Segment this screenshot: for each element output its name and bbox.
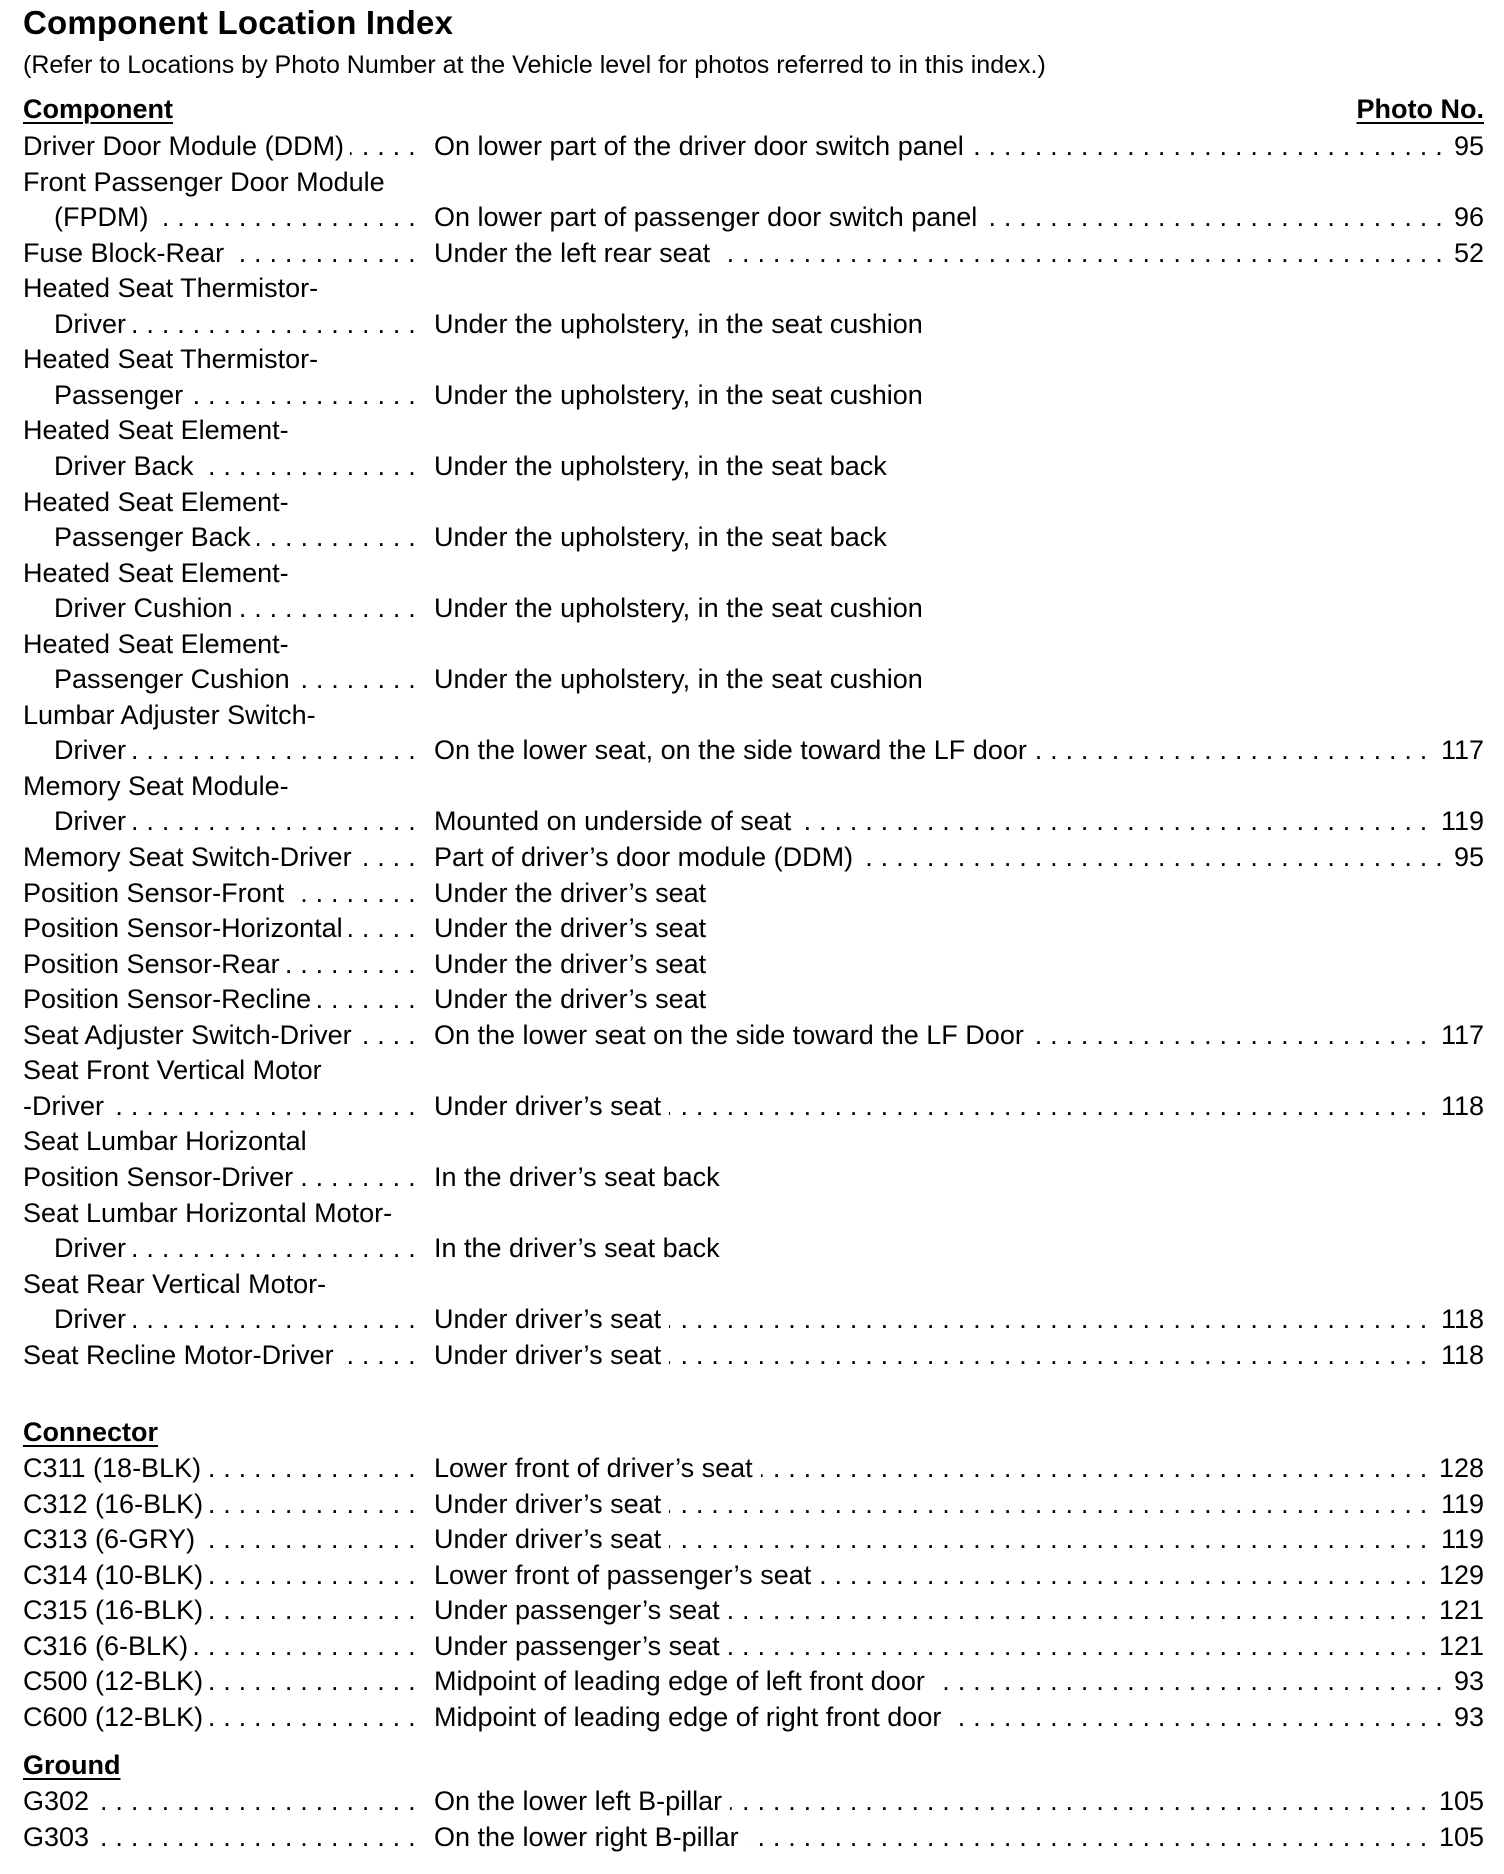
photo-number: 118 — [1435, 1337, 1484, 1373]
location-description — [434, 910, 1480, 946]
component-name-text: (FPDM) — [54, 202, 154, 232]
location-description-text: Under passenger’s seat — [434, 1631, 728, 1661]
location-description — [434, 732, 1480, 768]
component-name — [54, 732, 418, 768]
component-row — [0, 1337, 1504, 1373]
location-description — [434, 875, 1480, 911]
component-name-text: Position Sensor-Horizontal — [23, 913, 349, 943]
component-name-text: C500 (12-BLK) — [23, 1666, 209, 1696]
location-description-text: Under the driver’s seat — [434, 878, 714, 908]
location-description — [434, 519, 1480, 555]
location-description-text: On the lower right B-pillar — [434, 1822, 747, 1852]
component-name-text: Front Passenger Door Module — [23, 167, 391, 197]
location-description — [434, 981, 1480, 1017]
component-name — [23, 839, 418, 875]
component-row — [0, 697, 1504, 733]
location-description-text: Under the driver’s seat — [434, 913, 714, 943]
location-description-text: Part of driver’s door module (DDM) — [434, 842, 861, 872]
component-name — [54, 803, 418, 839]
component-name-text: Driver — [54, 806, 132, 836]
photo-number: 119 — [1435, 1521, 1484, 1557]
component-row — [0, 306, 1504, 342]
component-name-text: Heated Seat Element- — [23, 487, 295, 517]
location-description-text: Under the left rear seat — [434, 238, 718, 268]
component-name-text: Heated Seat Element- — [23, 558, 295, 588]
component-row — [0, 1052, 1504, 1088]
component-name — [23, 1159, 418, 1195]
component-name — [23, 981, 418, 1017]
component-name-text: C312 (16-BLK) — [23, 1489, 209, 1519]
location-description — [434, 377, 1480, 413]
component-row — [0, 1159, 1504, 1195]
ground-row — [0, 1819, 1504, 1855]
location-description-text: Under driver’s seat — [434, 1304, 669, 1334]
component-name-text: Seat Adjuster Switch-Driver — [23, 1020, 358, 1050]
component-name — [54, 377, 418, 413]
component-name-text: Position Sensor-Driver — [23, 1162, 299, 1192]
component-row — [0, 377, 1504, 413]
component-name-text: Passenger Cushion — [54, 664, 296, 694]
location-description — [434, 1557, 1480, 1593]
component-name — [54, 306, 418, 342]
component-row — [0, 412, 1504, 448]
location-description — [434, 235, 1480, 271]
photo-no-column-header: Photo No. — [1356, 94, 1484, 124]
component-name — [23, 1017, 418, 1053]
location-description-text: On the lower seat on the side toward the LF Door — [434, 1020, 1032, 1050]
component-name-text: Driver — [54, 735, 132, 765]
location-description-text: On lower part of the driver door switch panel — [434, 131, 972, 161]
photo-number: 93 — [1448, 1699, 1484, 1735]
photo-number: 121 — [1433, 1592, 1484, 1628]
component-row — [0, 875, 1504, 911]
component-row — [0, 128, 1504, 164]
photo-number: 95 — [1448, 839, 1484, 875]
location-description — [434, 1230, 1480, 1266]
location-description — [434, 199, 1480, 235]
location-description — [434, 1088, 1480, 1124]
photo-number: 96 — [1448, 199, 1484, 235]
component-name-text: Fuse Block-Rear — [23, 238, 230, 268]
page-subtitle: (Refer to Locations by Photo Number at the Vehicle level for photos referred to in this index.) — [23, 51, 1046, 79]
component-column-header: Component — [23, 94, 173, 124]
component-name — [23, 1663, 418, 1699]
component-name — [54, 199, 418, 235]
component-name — [23, 270, 418, 306]
location-description-text: Under the upholstery, in the seat back — [434, 451, 895, 481]
component-row — [0, 341, 1504, 377]
component-name-text: Memory Seat Switch-Driver — [23, 842, 358, 872]
component-name-text: Driver — [54, 1304, 132, 1334]
photo-number: 117 — [1435, 732, 1484, 768]
location-description-text: Under the upholstery, in the seat cushion — [434, 664, 931, 694]
component-name — [23, 164, 418, 200]
location-description — [434, 1337, 1480, 1373]
location-description — [434, 306, 1480, 342]
component-name — [23, 1486, 418, 1522]
component-row — [0, 981, 1504, 1017]
location-description-text: Under driver’s seat — [434, 1091, 669, 1121]
connector-section-header: Connector — [23, 1417, 158, 1447]
photo-number: 129 — [1433, 1557, 1484, 1593]
component-name-text: C316 (6-BLK) — [23, 1631, 194, 1661]
component-row — [0, 1266, 1504, 1302]
location-description-text: Under the upholstery, in the seat cushion — [434, 380, 931, 410]
component-row — [0, 661, 1504, 697]
component-name-text: Memory Seat Module- — [23, 771, 295, 801]
component-row — [0, 839, 1504, 875]
component-name-text: Seat Lumbar Horizontal — [23, 1126, 313, 1156]
component-row — [0, 1123, 1504, 1159]
component-name-text: C314 (10-BLK) — [23, 1560, 209, 1590]
connector-row — [0, 1592, 1504, 1628]
component-name — [23, 1592, 418, 1628]
location-description-text: On the lower left B-pillar — [434, 1786, 730, 1816]
component-name-text: Driver Cushion — [54, 593, 239, 623]
component-name — [23, 768, 418, 804]
component-row — [0, 519, 1504, 555]
component-name — [23, 910, 418, 946]
component-name-text: Seat Rear Vertical Motor- — [23, 1269, 332, 1299]
component-row — [0, 1195, 1504, 1231]
component-name — [23, 875, 418, 911]
location-description — [434, 1486, 1480, 1522]
component-name-text: Passenger — [54, 380, 189, 410]
component-name-text: Heated Seat Element- — [23, 629, 295, 659]
connector-row — [0, 1450, 1504, 1486]
component-name — [23, 1450, 418, 1486]
photo-number: 119 — [1435, 1486, 1484, 1522]
component-name — [54, 1230, 418, 1266]
photo-number: 105 — [1433, 1783, 1484, 1819]
component-row — [0, 484, 1504, 520]
component-name — [23, 946, 418, 982]
component-row — [0, 448, 1504, 484]
location-description — [434, 1017, 1480, 1053]
component-row — [0, 910, 1504, 946]
component-name — [23, 341, 418, 377]
component-row — [0, 555, 1504, 591]
component-row — [0, 235, 1504, 271]
location-description-text: On lower part of passenger door switch panel — [434, 202, 985, 232]
component-name — [23, 1783, 418, 1819]
component-name — [54, 661, 418, 697]
connector-row — [0, 1557, 1504, 1593]
location-description — [434, 946, 1480, 982]
location-description — [434, 661, 1480, 697]
location-description-text: Midpoint of leading edge of left front door — [434, 1666, 933, 1696]
component-name — [23, 1337, 418, 1373]
component-name — [54, 1301, 418, 1337]
component-name — [54, 519, 418, 555]
component-name — [23, 1521, 418, 1557]
connector-row — [0, 1663, 1504, 1699]
location-description — [434, 839, 1480, 875]
location-description-text: Under driver’s seat — [434, 1489, 669, 1519]
location-description-text: Under driver’s seat — [434, 1524, 669, 1554]
location-description-text: Lower front of driver’s seat — [434, 1453, 761, 1483]
component-name — [54, 448, 418, 484]
component-row — [0, 1230, 1504, 1266]
component-name-text: Heated Seat Element- — [23, 415, 295, 445]
component-name — [23, 412, 418, 448]
photo-number: 93 — [1448, 1663, 1484, 1699]
component-name — [23, 1088, 418, 1124]
photo-number: 117 — [1435, 1017, 1484, 1053]
location-description-text: Mounted on underside of seat — [434, 806, 799, 836]
component-row — [0, 164, 1504, 200]
component-name-text: C600 (12-BLK) — [23, 1702, 209, 1732]
component-name — [23, 555, 418, 591]
location-description-text: Under driver’s seat — [434, 1340, 669, 1370]
location-description — [434, 1819, 1480, 1855]
component-name — [23, 697, 418, 733]
location-description — [434, 1592, 1480, 1628]
component-name-text: G302 — [23, 1786, 95, 1816]
connector-row — [0, 1699, 1504, 1735]
ground-row — [0, 1783, 1504, 1819]
location-description-text: Under the upholstery, in the seat cushion — [434, 593, 931, 623]
component-name-text: C315 (16-BLK) — [23, 1595, 209, 1625]
component-name-text: Driver — [54, 1233, 132, 1263]
location-description-text: In the driver’s seat back — [434, 1162, 728, 1192]
location-description-text: In the driver’s seat back — [434, 1233, 728, 1263]
component-name — [23, 1195, 418, 1231]
connector-row — [0, 1486, 1504, 1522]
component-name-text: Seat Front Vertical Motor — [23, 1055, 328, 1085]
component-name-text: Seat Lumbar Horizontal Motor- — [23, 1198, 398, 1228]
location-description — [434, 1159, 1480, 1195]
component-name-text: Driver Back — [54, 451, 200, 481]
component-name-text: Position Sensor-Recline — [23, 984, 317, 1014]
component-name — [23, 626, 418, 662]
component-name — [23, 1819, 418, 1855]
component-name-text: Position Sensor-Front — [23, 878, 290, 908]
location-description — [434, 128, 1480, 164]
location-description — [434, 1628, 1480, 1664]
location-description — [434, 803, 1480, 839]
location-description — [434, 1301, 1480, 1337]
component-row — [0, 803, 1504, 839]
component-name-text: C311 (18-BLK) — [23, 1453, 207, 1483]
location-description-text: On the lower seat, on the side toward the LF door — [434, 735, 1035, 765]
component-name-text: Passenger Back — [54, 522, 257, 552]
location-description — [434, 1663, 1480, 1699]
component-row — [0, 732, 1504, 768]
component-row — [0, 768, 1504, 804]
photo-number: 95 — [1448, 128, 1484, 164]
component-row — [0, 1301, 1504, 1337]
location-description — [434, 590, 1480, 626]
component-name — [54, 590, 418, 626]
component-row — [0, 199, 1504, 235]
component-name-text: G303 — [23, 1822, 95, 1852]
component-name — [23, 1052, 418, 1088]
component-name — [23, 484, 418, 520]
location-description — [434, 1450, 1480, 1486]
location-description-text: Under the upholstery, in the seat back — [434, 522, 895, 552]
component-row — [0, 270, 1504, 306]
connector-row — [0, 1628, 1504, 1664]
component-row — [0, 1017, 1504, 1053]
component-name — [23, 1266, 418, 1302]
photo-number: 121 — [1433, 1628, 1484, 1664]
component-name — [23, 235, 418, 271]
location-description — [434, 1783, 1480, 1819]
page-title: Component Location Index — [23, 4, 454, 41]
component-name-text: Lumbar Adjuster Switch- — [23, 700, 322, 730]
photo-number: 118 — [1435, 1088, 1484, 1124]
component-row — [0, 590, 1504, 626]
component-name-text: -Driver — [23, 1091, 110, 1121]
connector-row — [0, 1521, 1504, 1557]
location-description — [434, 448, 1480, 484]
photo-number: 118 — [1435, 1301, 1484, 1337]
component-name-text: C313 (6-GRY) — [23, 1524, 201, 1554]
component-name — [23, 1699, 418, 1735]
component-name — [23, 128, 418, 164]
photo-number: 52 — [1448, 235, 1484, 271]
photo-number: 128 — [1433, 1450, 1484, 1486]
component-name-text: Driver — [54, 309, 132, 339]
location-description — [434, 1699, 1480, 1735]
component-name — [23, 1628, 418, 1664]
photo-number: 105 — [1433, 1819, 1484, 1855]
location-description-text: Under the driver’s seat — [434, 949, 714, 979]
ground-section-header: Ground — [23, 1750, 121, 1780]
component-name-text: Heated Seat Thermistor- — [23, 344, 324, 374]
component-name-text: Driver Door Module (DDM) — [23, 131, 350, 161]
location-description-text: Under the driver’s seat — [434, 984, 714, 1014]
component-row — [0, 946, 1504, 982]
component-name-text: Heated Seat Thermistor- — [23, 273, 324, 303]
location-description-text: Under passenger’s seat — [434, 1595, 728, 1625]
component-name-text: Position Sensor-Rear — [23, 949, 286, 979]
component-name-text: Seat Recline Motor-Driver — [23, 1340, 340, 1370]
location-description-text: Under the upholstery, in the seat cushion — [434, 309, 931, 339]
photo-number: 119 — [1435, 803, 1484, 839]
component-name — [23, 1557, 418, 1593]
component-name — [23, 1123, 418, 1159]
location-description-text: Lower front of passenger’s seat — [434, 1560, 819, 1590]
location-description — [434, 1521, 1480, 1557]
component-row — [0, 626, 1504, 662]
location-description-text: Midpoint of leading edge of right front door — [434, 1702, 949, 1732]
component-row — [0, 1088, 1504, 1124]
